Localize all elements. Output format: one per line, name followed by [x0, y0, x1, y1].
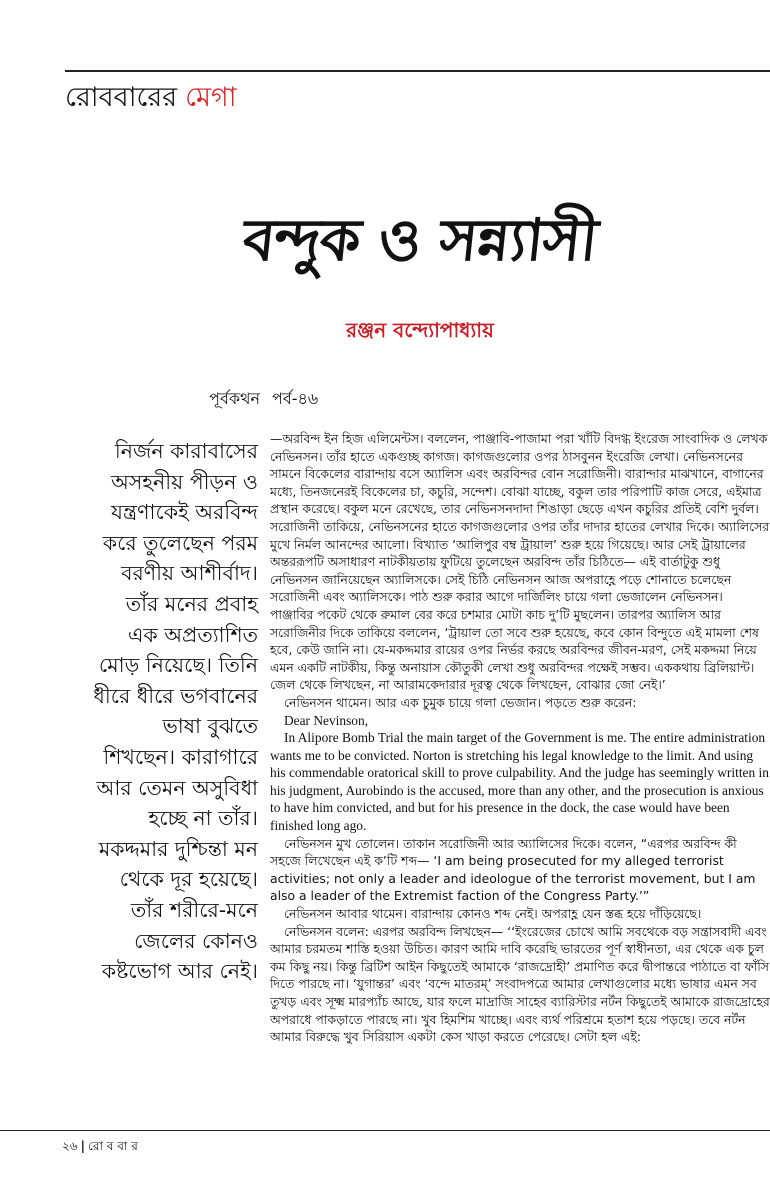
previous-label: পূর্বকথন — [209, 389, 260, 408]
pull-quote-line: ধীরে ধীরে ভগবানের — [93, 683, 258, 708]
body-paragraph: নেভিনসন থামেন। আর এক চুমুক চায়ে গলা ভেজান। পড়তে শুরু করেন: — [284, 694, 637, 710]
body-paragraph: —অরবিন্দ ইন হিজ এলিমেন্টস। বললেন, পাঞ্জাবি-পাজামা পরা খাঁটি বিদগ্ধ ইংরেজ সাংবাদিক ও লেখক নেভিনসন। তাঁর হাতে একগুচ্ছ কাগজ। কাগজগুলোর ওপর ঠাসবুনন ইংরেজি লেখা। নেভিনসনের সামনে বিকেলের বারান্দায় বসে অ্যালিস এবং অরবিন্দর বোন সরোজিনী। বারান্দার মাঝখানে, বাগানের মধ্যে, তিনজনেরই বিকেলের চা, কচুরি, সন্দেশ। বোঝা যাচ্ছে, বকুল তার পরিপাটি কাজ সেরে, এইমাত্র প্রস্থান করেছে। বকুল মনে রেখেছে, তার নেভিনসনদাদা শিঙাড়া ছেড়ে এখন কচুরির প্রতিই বেশি দুর্বল। সরোজিনী তাকিয়ে, নেভিনসনের হাতে কাগজগুলোর ওপর তাঁর দাদার হাতের লেখার দিকে। অ্যালিসের মুখে নির্মল আনন্দের আলো। বিখ্যাত ‘আলিপুর বম্ব ট্রায়াল’ শুরু হয়ে গিয়েছে। আর সেই ট্রায়ালের অন্তররূপটি অসাধারণ নাটকীয়তায় ফুটিয়ে তুলেছেন অরবিন্দ তাঁর চিঠিতে— এই বার্তাটুকু শুধু নেভিনসন জানিয়েছেন অ্যালিসকে। সেই চিঠি নেভিনসন আজ অপরাহ্ণে পড়ে শোনাতে চলেছেন সরোজিনী এবং অ্যালিসকে। পাঠ শুরু করার আগে দার্জিলিং চায়ে গলা ভেজালেন নেভিনসন। পাঞ্জাবির পকেট থেকে রুমাল বের করে চশমার মোটা কাচ দু’টি মুছলেন। তারপর অ্যালিস আর সরোজিনীর দিকে তাকিয়ে বললেন, ‘ট্রায়াল তো সবে শুরু হয়েছে, কবে কোন বিন্দুতে এই মামলা শেষ হবে, কেউ জানি না। যে-মকদ্দমার রায়ের ওপর নির্ভর করছে অরবিন্দর জীবন-মরণ, সেই মকদ্দমা নিয়ে এমন একটি নাটকীয়, কিন্তু অনায়াস কৌতুকী লেখা শুধু অরবিন্দর পক্ষেই সম্ভব। এককথায় ব্রিলিয়ান্ট। জেল থেকে লিখছেন, না আরামকেদারার দূরত্ব থেকে লিখছেন, বোঝার জো নেই।’ — [270, 431, 770, 693]
author-name: রঞ্জন বন্দ্যোপাধ্যায় — [346, 318, 494, 342]
pull-quote-line: শিখছেন। কারাগারে — [103, 744, 258, 769]
pull-quote-line: অসহনীয় পীড়ন ও — [110, 469, 258, 494]
pull-quote-line: এক অপ্রত্যাশিত — [127, 622, 258, 647]
body-paragraph: নেভিনসন আবার থামেন। বারান্দায় কোনও শব্দ নেই। অপরাহ্ণ যেন স্তব্ধ হয়ে দাঁড়িয়েছে। — [284, 906, 702, 922]
pull-quote-line: আর তেমন অসুবিধা — [96, 775, 258, 800]
letter-paragraph: In Alipore Bomb Trial the main target of the Government is me. The entire administration wants me to be convicted. Norton is stretching his legal knowledge to the limit. And using his commendable oratorical skill to prove culpability. And the judge has seemingly written in his judgment, Aurobindo is the accused, more than any other, and the prosecution is anxious to have him convicted, and but for his presence in the dock, the case would have been finished long ago. — [270, 730, 769, 834]
top-rule — [65, 70, 770, 72]
bottom-rule — [0, 1130, 770, 1131]
pull-quote-line: ভাষা বুঝতে — [162, 714, 258, 739]
body-paragraph: নেভিনসন বলেন: এরপর অরবিন্দ লিখছেন— ‘‘ইংরেজের চোখে আমি সবথেকে বড় সন্ত্রাসবাদী এবং আমার চরমতম শাস্তি হওয়া উচিত। কারণ আমি দাবি করেছি ভারতের পূর্ণ স্বাধীনতা, এর থেকে এক চুল কম কিছু নয়। কিন্তু ব্রিটিশ আইন কিছুতেই আমাকে ‘রাজদ্রোহী’ প্রমাণিত করে দ্বীপান্তরে পাঠাতে বা ফাঁসি দিতে পারছে না। ‘যুগান্তর’ এবং ‘বন্দে মাতরম্’ সংবাদপত্রে আমার লেখাগুলোর মধ্যে ভাষার এমন সব তুখড় এবং সূক্ষ্ম মারপ্যাঁচ আছে, যার ফলে মাদ্রাজি সাহেব ব্যারিস্টার নর্টন কিছুতেই আমাকে রাজদ্রোহের অপরাধে পাকড়াতে পারছে না। খুব হিমশিম খাচ্ছে। এবং ব্যর্থ পরিশ্রমে হতাশ হয়ে পড়ছে। তবে নর্টন আমার বিরুদ্ধে খুব সিরিয়াস একটা কেস খাড়া করতে পেরেছে। সেটা হল এই: — [270, 923, 770, 1045]
section-name: রোববারের — [65, 82, 178, 113]
pull-quote-line: তাঁর শরীরে-মনে — [130, 897, 258, 922]
page-footer — [62, 1138, 138, 1158]
section-header — [65, 78, 237, 118]
pull-quote-line: করে তুলেছেন পরম — [102, 530, 258, 555]
pull-quote-line: যন্ত্রণাকেই অরবিন্দ — [111, 500, 258, 525]
pull-quote — [62, 436, 258, 987]
magazine-name: রো ব বা র — [88, 1139, 138, 1153]
pull-quote-line: মোড় নিয়েছে। তিনি — [98, 653, 258, 678]
article-body — [270, 430, 770, 1046]
pull-quote-line: কষ্টভোগ আর নেই। — [101, 959, 258, 984]
letter-salutation: Dear Nevinson, — [284, 712, 369, 728]
pull-quote-line: থেকে দূর হয়েছে। — [119, 867, 258, 892]
section-tag: মেগা — [185, 82, 237, 113]
episode-number: পর্ব-৪৬ — [272, 389, 319, 408]
footer-separator: | — [80, 1139, 85, 1153]
pull-quote-line: মকদ্দমার দুশ্চিন্তা মন — [98, 836, 258, 861]
pull-quote-line: নির্জন কারাবাসের — [114, 439, 258, 463]
pull-quote-line: জেলের কোনও — [134, 928, 258, 953]
pull-quote-line: হচ্ছে না তাঁর। — [148, 806, 258, 831]
page-number: ২৬ — [62, 1139, 78, 1153]
pull-quote-line: বরণীয় আশীর্বাদ। — [121, 561, 258, 586]
body-paragraph: নেভিনসন মুখ তোলেন। তাকান সরোজিনী আর অ্যালিসের দিকে। বলেন, “এরপর অরবিন্দ কী সহজে লিখেছেন এই ক’টি শব্দ— ‘I am being prosecuted for my alleged terrorist activities; not only a leader and ideologue of the terrorist movement, but I am also a leader of the Extremist faction of the Congress Party.’” — [270, 835, 756, 904]
pull-quote-line: তাঁর মনের প্রবাহ — [125, 591, 258, 616]
article-title: বন্দুক ও সন্ন্যাসী — [239, 206, 601, 274]
